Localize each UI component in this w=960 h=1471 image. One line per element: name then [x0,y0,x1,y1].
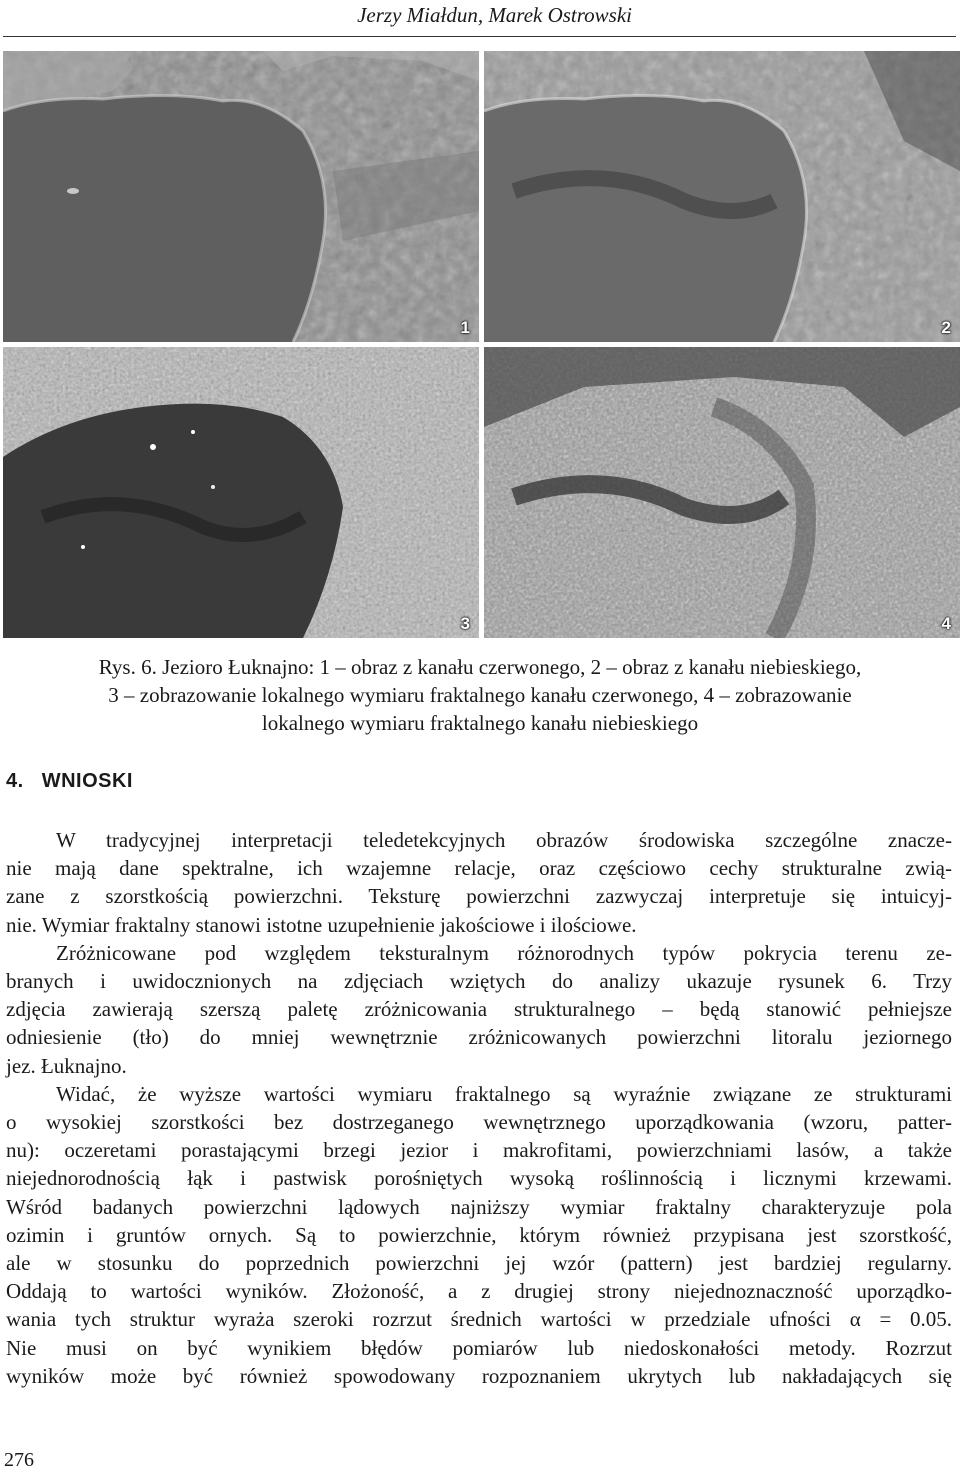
figure-caption [0,653,960,737]
fractal-dimension-map-blue-icon [484,347,960,638]
text-line: o wysokiej szorstkości bez dostrzeganego wewnętrznego uporządkowania (wzoru, patter- [6,1110,952,1135]
figure-panel-1 [3,51,479,342]
text-line: wania tych struktur wyraża szeroki rozrzut średnich wartości w przedziale ufności α = 0.05. [6,1307,952,1332]
text-line: Wśród badanych powierzchni lądowych najniższy wymiar fraktalny charakteryzuje pola [6,1194,952,1219]
figure-panel-4 [484,347,960,638]
figure-panel-3 [3,347,479,638]
running-header: Jerzy Miałdun, Marek Ostrowski [357,3,632,27]
text-line: nie. Wymiar fraktalny stanowi istotne uzupełnienie jakościowe i ilościowe. [6,912,637,937]
text-line: branych i uwidocznionych na zdjęciach wziętych do analizy ukazuje rysunek 6. Trzy [6,969,952,994]
figure-panel-2 [484,51,960,342]
text-line: nie mają dane spektralne, ich wzajemne relacje, oraz częściowo cechy strukturalne zwią- [6,856,952,881]
text-line: Oddają to wartości wyników. Złożoność, a z drugiej strony niejednoznaczność uporządko- [6,1279,952,1304]
text-line: niejednorodnością łąk i pastwisk porośniętych wysoką roślinnością i licznymi krzewami. [6,1166,952,1191]
text-line: odniesienie (tło) do mniej wewnętrznie zróżnicowanych powierzchni litoralu jeziornego [6,1025,952,1050]
text-line: wyników może być również spowodowany rozpoznaniem ukrytych lub nakładających się [6,1363,952,1388]
header-rule [3,36,956,37]
page-number: 276 [4,1449,34,1471]
text-line: ale w stosunku do poprzednich powierzchni jej wzór (pattern) jest bardziej regularny. [6,1251,952,1276]
text-line: zane z szorstkością powierzchni. Teksturę powierzchni zazwyczaj interpretuje się intuicyj- [6,884,952,909]
text-line: jez. Łuknajno. [6,1053,127,1078]
panel-number: 2 [941,318,951,337]
panel-number: 4 [941,614,951,633]
panel-number: 3 [460,614,470,633]
aerial-photo-blue-channel-icon [484,51,960,342]
caption-line: Rys. 6. Jezioro Łuknajno: 1 – obraz z kanału czerwonego, 2 – obraz z kanału niebieskiego, [98,655,862,679]
text-line: zdjęcia zawierają szerszą paletę zróżnicowania strukturalnego – będą stanowić pełniejsze [6,997,952,1022]
text-line: Nie musi on być wynikiem błędów pomiarów lub niedoskonałości metody. Rozrzut [6,1335,952,1360]
body-text [6,826,952,1390]
fractal-dimension-map-red-icon [3,347,479,638]
caption-line: lokalnego wymiaru fraktalnego kanału niebieskiego [261,711,699,735]
caption-line: 3 – zobrazowanie lokalnego wymiaru fraktalnego kanału czerwonego, 4 – zobrazowanie [108,683,852,707]
text-line: Zróżnicowane pod względem teksturalnym różnorodnych typów pokrycia terenu ze- [56,940,952,965]
text-line: nu): oczeretami porastającymi brzegi jezior i makrofitami, powierzchniami lasów, a także [6,1138,952,1163]
section-title: WNIOSKI [41,770,133,792]
panel-number: 1 [460,318,470,337]
section-heading [6,766,151,796]
text-line: Widać, że wyższe wartości wymiaru fraktalnego są wyraźnie związane ze strukturami [56,1081,952,1106]
text-line: ozimin i gruntów ornych. Są to powierzchnie, którym również przypisana jest szorstkość, [6,1222,952,1247]
text-line: W tradycyjnej interpretacji teledetekcyjnych obrazów środowiska szczególne znacze- [56,828,952,852]
aerial-photo-red-channel-icon [3,51,479,342]
section-number: 4. [6,770,24,792]
